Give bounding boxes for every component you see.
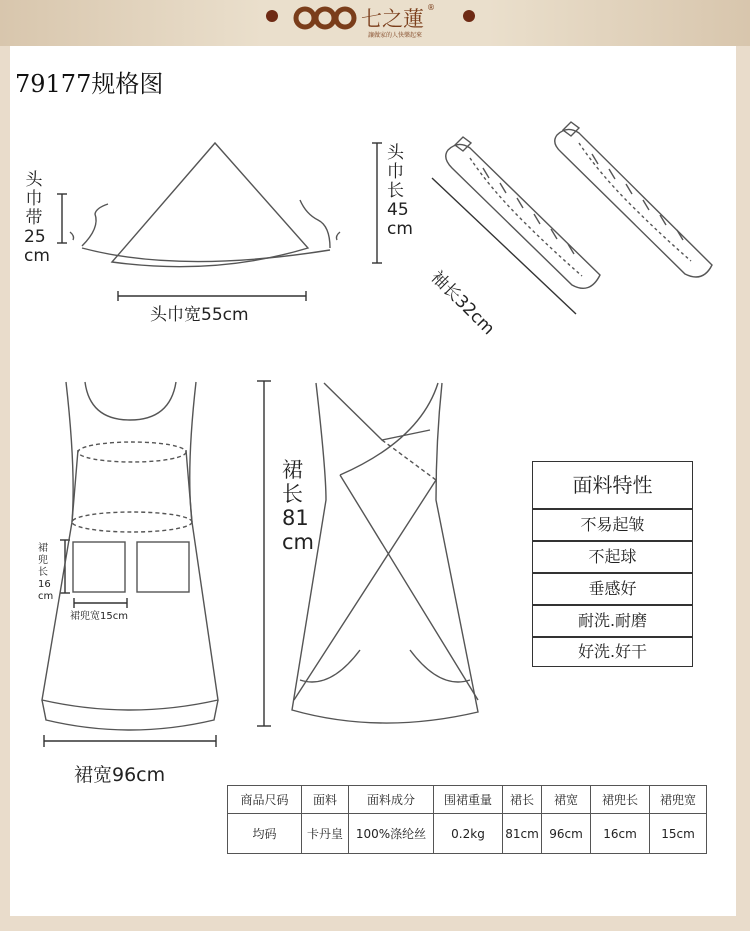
headband-label-line5: cm (24, 246, 50, 266)
front-apron-drawing (42, 382, 218, 730)
spec-cell: 均码 (228, 814, 302, 854)
headband-label (24, 170, 50, 266)
page-title: 79177规格图 (15, 70, 164, 98)
property-item: 不起球 (532, 541, 693, 573)
property-item: 垂感好 (532, 573, 693, 605)
apron-width-label: 裙宽96cm (74, 764, 166, 786)
spec-header-cell: 商品尺码 (228, 786, 302, 814)
brand-name: 七之蓮 (361, 7, 424, 31)
spec-header-cell: 裙长 (503, 786, 542, 814)
hood-length-line5: cm (387, 219, 413, 239)
sleeve-drawings (446, 122, 712, 288)
property-item: 好洗.好干 (532, 637, 693, 667)
spec-cell: 15cm (650, 814, 707, 854)
hood-length-line4: 45 (387, 200, 409, 220)
property-item: 耐洗.耐磨 (532, 605, 693, 637)
spec-table-row (228, 814, 707, 854)
sleeve-length-label: 袖长32cm (426, 267, 499, 340)
hood-length-label (387, 144, 413, 239)
headband-label-line2: 巾 (25, 189, 43, 209)
apron-length-line1: 裙 (282, 458, 303, 482)
pocket-length-line4: 16 (38, 579, 51, 590)
spec-header-cell: 面料成分 (349, 786, 434, 814)
spec-cell: 0.2kg (434, 814, 503, 854)
brand-slogan: 讓做家的人快樂起來 (368, 32, 423, 39)
spec-cell: 100%涤纶丝 (349, 814, 434, 854)
pocket-width-label: 裙兜宽15cm (70, 611, 128, 622)
dimension-lines (44, 143, 576, 747)
property-item: 不易起皱 (532, 509, 693, 541)
pocket-length-label (38, 543, 58, 603)
pocket-length-line1: 裙 (38, 543, 48, 554)
headband-label-line4: 25 (24, 227, 46, 247)
pocket-length-line2: 兜 (38, 555, 48, 566)
spec-cell: 卡丹皇 (302, 814, 349, 854)
hood-length-line1: 头 (387, 143, 404, 163)
hood-length-line2: 巾 (387, 162, 404, 182)
headband-label-line1: 头 (25, 170, 43, 190)
hood-width-label: 头巾宽55cm (150, 305, 249, 325)
back-apron-drawing (292, 383, 478, 723)
spec-table (227, 785, 707, 854)
spec-header-cell: 围裙重量 (434, 786, 503, 814)
apron-length-line2: 长 (282, 482, 303, 506)
spec-header-cell: 面料 (302, 786, 349, 814)
spec-cell: 96cm (542, 814, 591, 854)
spec-header-cell: 裙宽 (542, 786, 591, 814)
hood-drawing (70, 143, 340, 267)
pocket-length-line3: 长 (38, 567, 48, 578)
spec-cell: 16cm (591, 814, 650, 854)
apron-length-line3: 81 (282, 506, 309, 530)
headband-label-line3: 带 (25, 208, 43, 228)
spec-cell: 81cm (503, 814, 542, 854)
apron-length-label (282, 458, 314, 554)
hood-length-line3: 长 (387, 181, 404, 201)
pocket-length-line5: cm (38, 591, 54, 602)
properties-title: 面料特性 (532, 461, 693, 509)
spec-header-cell: 裙兜长 (591, 786, 650, 814)
apron-length-line4: cm (282, 530, 315, 554)
brand-registered-mark: ® (427, 3, 435, 12)
spec-header-cell: 裙兜宽 (650, 786, 707, 814)
spec-table-header (228, 786, 707, 814)
